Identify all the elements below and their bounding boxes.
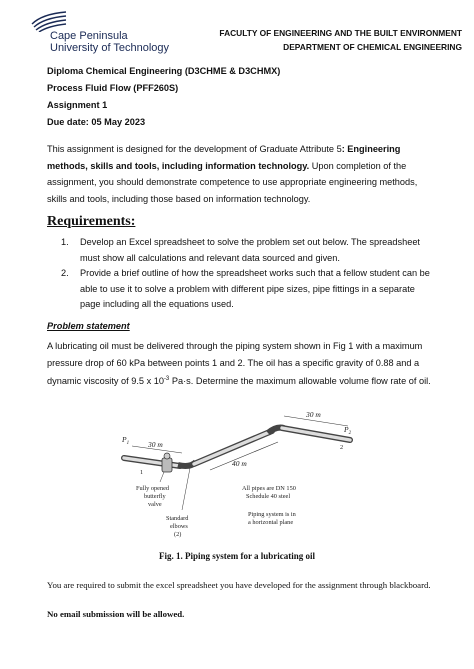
pipe-spec-label: All pipes are DN 150 Schedule 40 steel [242, 485, 296, 500]
requirements-heading: Requirements: [47, 214, 136, 229]
submission-note: You are required to submit the excel spreadsheet you have developed for the assignment through blackboard. [47, 580, 431, 590]
university-logo [30, 10, 170, 56]
point-2-label: 2 [340, 444, 344, 451]
problem-text-a: A lubricating oil must be delivered through the piping system shown in Fig 1 with a maximum pressure drop of 60 kPa between points 1 and 2. The oil has a specific gravity of 0.88 and a dynamic viscosity of 9.5 x 10 [47, 341, 423, 387]
dim-30m-right: 30 m [306, 410, 321, 419]
requirement-item [47, 266, 432, 313]
intro-graduate-attribute: : Engineering methods, skills and tools, including information technology. [47, 144, 401, 171]
elbows-label: Standard elbows (2) [166, 515, 189, 538]
viscosity-exponent: -3 [163, 376, 170, 382]
intro-paragraph [47, 141, 432, 207]
logo-line-1: Cape Peninsula [50, 30, 128, 42]
intro-text-2: Upon completion of the assignment, you should demonstrate competence to use appropriate engineering methods, skills and tools, including those based on information technology. [47, 160, 418, 204]
point-1-label: 1 [140, 469, 144, 476]
requirement-number: 2. [61, 268, 69, 278]
piping-system-figure [118, 398, 358, 548]
requirement-item [47, 235, 432, 266]
diploma-title: Diploma Chemical Engineering (D3CHME & D3CHMX) [47, 66, 281, 76]
pipe-segment-3 [282, 428, 350, 440]
butterfly-valve-icon [162, 453, 172, 472]
dim-40m: 40 m [232, 459, 247, 468]
problem-paragraph [47, 338, 432, 390]
assignment-title: Assignment 1 [47, 100, 108, 110]
problem-statement-heading: Problem statement [47, 321, 130, 331]
faculty-heading: FACULTY OF ENGINEERING AND THE BUILT ENVIRONMENT [219, 28, 462, 38]
dim-30m-left: 30 m [148, 440, 163, 449]
requirement-number: 1. [61, 237, 69, 247]
requirement-text: Provide a brief outline of how the spreadsheet works such that a fellow student can be able to use it to solve a problem with different pipe sizes, pipe fittings in a separate page including all the equations used. [80, 268, 430, 309]
due-date: Due date: 05 May 2023 [47, 117, 146, 127]
department-heading: DEPARTMENT OF CHEMICAL ENGINEERING [283, 42, 462, 52]
figure-caption: Fig. 1. Piping system for a lubricating oil [158, 551, 316, 561]
p1-label: $P_1$ [122, 435, 130, 446]
logo-wave-icon [30, 10, 70, 32]
logo-line-2: University of Technology [50, 42, 170, 54]
requirement-text: Develop an Excel spreadsheet to solve the problem set out below. The spreadsheet must show all calculations and relevant data sourced and given. [80, 237, 420, 263]
problem-text-b: Pa·s. Determine the maximum allowable volume flow rate of oil. [169, 376, 431, 387]
valve-label: Fully opened butterfly valve [136, 485, 170, 508]
intro-text-1: This assignment is designed for the development of Graduate Attribute 5 [47, 144, 342, 154]
email-note: No email submission will be allowed. [47, 609, 185, 619]
p2-label: $P_2$ [344, 425, 352, 436]
course-title: Process Fluid Flow (PFF260S) [47, 83, 179, 93]
horizontal-plane-label: Piping system is in a horizontal plane [248, 511, 296, 526]
